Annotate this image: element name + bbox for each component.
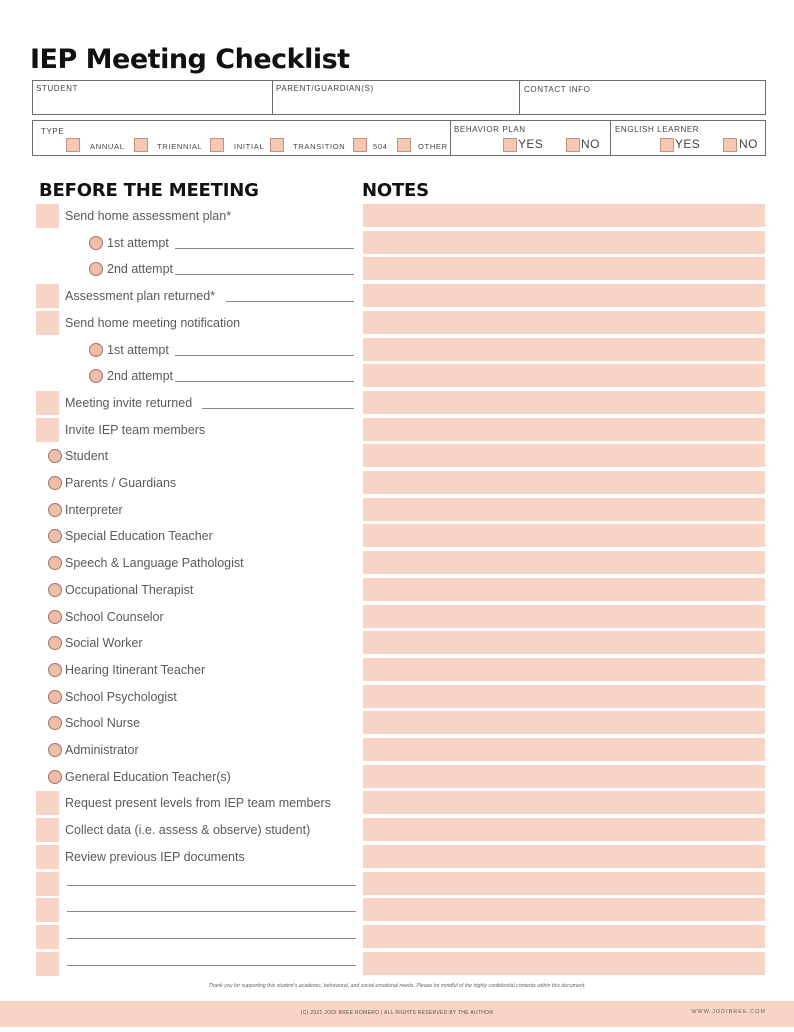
checklist-item-label: Meeting invite returned <box>65 396 193 410</box>
write-in-line[interactable] <box>67 885 356 886</box>
checklist-checkbox[interactable] <box>36 898 59 922</box>
notes-line[interactable] <box>363 872 765 895</box>
checklist-row <box>36 498 358 522</box>
write-in-line[interactable] <box>67 911 356 912</box>
checklist-checkbox[interactable] <box>36 952 59 976</box>
notes-line[interactable] <box>363 925 765 948</box>
checklist-row <box>36 364 358 388</box>
checklist-row <box>36 952 358 976</box>
behavior-no-checkbox[interactable] <box>566 138 580 152</box>
checklist-row <box>36 257 358 281</box>
checklist-checkbox[interactable] <box>36 845 59 869</box>
504-checkbox[interactable] <box>353 138 367 152</box>
checklist-circle[interactable] <box>48 636 62 650</box>
triennial-checkbox[interactable] <box>134 138 148 152</box>
checklist-circle[interactable] <box>89 236 103 250</box>
notes-line[interactable] <box>363 578 765 601</box>
checklist-item-label: Special Education Teacher <box>65 529 213 543</box>
behavior-plan-label: BEHAVIOR PLAN <box>454 125 526 134</box>
checklist-item-label: Student <box>65 449 109 463</box>
initial-option-label: INITIAL <box>234 142 265 151</box>
notes-line[interactable] <box>363 711 765 734</box>
504-option-label: 504 <box>373 142 388 151</box>
behavior-yes-label: YES <box>518 137 544 151</box>
checklist-item-label: Review previous IEP documents <box>65 850 245 864</box>
write-in-line[interactable] <box>226 301 354 302</box>
parent-field-label: PARENT/GUARDIAN(S) <box>276 84 374 93</box>
checklist-circle[interactable] <box>48 690 62 704</box>
checklist-row <box>36 204 358 228</box>
notes-line[interactable] <box>363 952 765 975</box>
checklist-row <box>36 711 358 735</box>
other-option-label: OTHER <box>418 142 448 151</box>
behavior-no-label: NO <box>581 137 600 151</box>
checklist-row <box>36 311 358 335</box>
divider <box>610 121 611 155</box>
notes-line[interactable] <box>363 471 765 494</box>
checklist-item-label: Parents / Guardians <box>65 476 177 490</box>
write-in-line[interactable] <box>175 274 354 275</box>
checklist-row <box>36 444 358 468</box>
checklist-checkbox[interactable] <box>36 925 59 949</box>
checklist-checkbox[interactable] <box>36 418 59 442</box>
divider <box>519 81 520 114</box>
checklist-checkbox[interactable] <box>36 391 59 415</box>
checklist-circle[interactable] <box>48 663 62 677</box>
checklist-row <box>36 898 358 922</box>
annual-option-label: ANNUAL <box>90 142 125 151</box>
notes-line[interactable] <box>363 605 765 628</box>
notes-line[interactable] <box>363 257 765 280</box>
checklist-checkbox[interactable] <box>36 872 59 896</box>
checklist-circle[interactable] <box>48 716 62 730</box>
notes-line[interactable] <box>363 338 765 361</box>
checklist-item-label: Send home assessment plan* <box>65 209 232 223</box>
notes-line[interactable] <box>363 524 765 547</box>
footer-bar <box>0 1001 794 1027</box>
checklist-row <box>36 471 358 495</box>
notes-line[interactable] <box>363 685 765 708</box>
checklist-row <box>36 631 358 655</box>
checklist-checkbox[interactable] <box>36 311 59 335</box>
checklist-item-label: Hearing Itinerant Teacher <box>65 663 206 677</box>
notes-heading: NOTES <box>362 180 429 201</box>
checklist-circle[interactable] <box>89 262 103 276</box>
checklist-circle[interactable] <box>48 529 62 543</box>
checklist-item-label: Speech & Language Pathologist <box>65 556 244 570</box>
checklist-circle[interactable] <box>89 343 103 357</box>
checklist-row <box>36 284 358 308</box>
notes-line[interactable] <box>363 898 765 921</box>
checklist-row <box>36 845 358 869</box>
checklist-item-label: 2nd attempt <box>107 262 174 276</box>
notes-line[interactable] <box>363 765 765 788</box>
notes-line[interactable] <box>363 845 765 868</box>
write-in-line[interactable] <box>67 965 356 966</box>
checklist-row <box>36 418 358 442</box>
english-no-label: NO <box>739 137 758 151</box>
checklist-item-label: 1st attempt <box>107 343 169 357</box>
checklist-row <box>36 338 358 362</box>
notes-line[interactable] <box>363 364 765 387</box>
checklist-circle[interactable] <box>48 476 62 490</box>
checklist-item-label: School Nurse <box>65 716 141 730</box>
checklist-item-label: 2nd attempt <box>107 369 174 383</box>
checklist-item-label: Assessment plan returned* <box>65 289 216 303</box>
checklist-item-label: Request present levels from IEP team members <box>65 796 331 810</box>
checklist-row <box>36 551 358 575</box>
notes-line[interactable] <box>363 391 765 414</box>
type-header-row <box>32 120 766 156</box>
page-title: IEP Meeting Checklist <box>30 44 350 75</box>
type-label: TYPE <box>41 127 65 136</box>
notes-line[interactable] <box>363 658 765 681</box>
checklist-item-label: Invite IEP team members <box>65 423 206 437</box>
checklist-item-label: Occupational Therapist <box>65 583 194 597</box>
write-in-line[interactable] <box>202 408 354 409</box>
notes-line[interactable] <box>363 284 765 307</box>
checklist-checkbox[interactable] <box>36 818 59 842</box>
checklist-row <box>36 765 358 789</box>
notes-line[interactable] <box>363 551 765 574</box>
checklist-row <box>36 872 358 896</box>
checklist-item-label: School Counselor <box>65 610 164 624</box>
checklist-circle[interactable] <box>48 449 62 463</box>
write-in-line[interactable] <box>175 355 354 356</box>
checklist-item-label: 1st attempt <box>107 236 169 250</box>
notes-line[interactable] <box>363 231 765 254</box>
checklist-circle[interactable] <box>48 583 62 597</box>
english-yes-checkbox[interactable] <box>660 138 674 152</box>
checklist-row <box>36 391 358 415</box>
write-in-line[interactable] <box>175 381 354 382</box>
before-meeting-heading: BEFORE THE MEETING <box>39 180 259 201</box>
notes-line[interactable] <box>363 311 765 334</box>
notes-line[interactable] <box>363 818 765 841</box>
confidentiality-note: Thank you for supporting this student's academic, behavioral, and social emotional needs. Please be mindful of the highly confidential contents within this document. <box>208 983 586 989</box>
checklist-checkbox[interactable] <box>36 284 59 308</box>
checklist-item-label: Interpreter <box>65 503 123 517</box>
english-learner-label: ENGLISH LEARNER <box>615 125 700 134</box>
write-in-line[interactable] <box>175 248 354 249</box>
checklist-item-label: Collect data (i.e. assess & observe) student) <box>65 823 311 837</box>
notes-line[interactable] <box>363 444 765 467</box>
english-yes-label: YES <box>675 137 701 151</box>
triennial-option-label: TRIENNIAL <box>157 142 203 151</box>
transition-option-label: TRANSITION <box>293 142 346 151</box>
checklist-row <box>36 818 358 842</box>
contact-field-label: CONTACT INFO <box>524 85 591 94</box>
notes-line[interactable] <box>363 204 765 227</box>
divider <box>450 121 451 155</box>
checklist-row <box>36 231 358 255</box>
checklist-circle[interactable] <box>48 556 62 570</box>
checklist-circle[interactable] <box>48 743 62 757</box>
checklist-item-label: General Education Teacher(s) <box>65 770 231 784</box>
transition-checkbox[interactable] <box>270 138 284 152</box>
checklist-row <box>36 658 358 682</box>
checklist-circle[interactable] <box>89 369 103 383</box>
checklist-item-label: Social Worker <box>65 636 143 650</box>
checklist-item-label: Administrator <box>65 743 139 757</box>
notes-line[interactable] <box>363 791 765 814</box>
checklist-row <box>36 605 358 629</box>
write-in-line[interactable] <box>67 938 356 939</box>
checklist-circle[interactable] <box>48 503 62 517</box>
info-header-row <box>32 80 766 115</box>
checklist-checkbox[interactable] <box>36 204 59 228</box>
notes-line[interactable] <box>363 418 765 441</box>
notes-line[interactable] <box>363 631 765 654</box>
english-no-checkbox[interactable] <box>723 138 737 152</box>
checklist-row <box>36 524 358 548</box>
initial-checkbox[interactable] <box>210 138 224 152</box>
notes-line[interactable] <box>363 498 765 521</box>
checklist-row <box>36 791 358 815</box>
student-field-label: STUDENT <box>36 84 78 93</box>
copyright-text: (C) 2021 JODI BREE ROMERO | ALL RIGHTS RESERVED BY THE AUTHOR <box>300 1010 494 1016</box>
checklist-item-label: School Psychologist <box>65 690 177 704</box>
checklist-row <box>36 738 358 762</box>
checklist-row <box>36 925 358 949</box>
other-checkbox[interactable] <box>397 138 411 152</box>
website-link[interactable]: WWW.JODIBREE.COM <box>691 1009 766 1015</box>
annual-checkbox[interactable] <box>66 138 80 152</box>
notes-line[interactable] <box>363 738 765 761</box>
checklist-row <box>36 578 358 602</box>
checklist-circle[interactable] <box>48 610 62 624</box>
checklist-checkbox[interactable] <box>36 791 59 815</box>
divider <box>272 81 273 114</box>
checklist-row <box>36 685 358 709</box>
behavior-yes-checkbox[interactable] <box>503 138 517 152</box>
checklist-item-label: Send home meeting notification <box>65 316 241 330</box>
checklist-circle[interactable] <box>48 770 62 784</box>
